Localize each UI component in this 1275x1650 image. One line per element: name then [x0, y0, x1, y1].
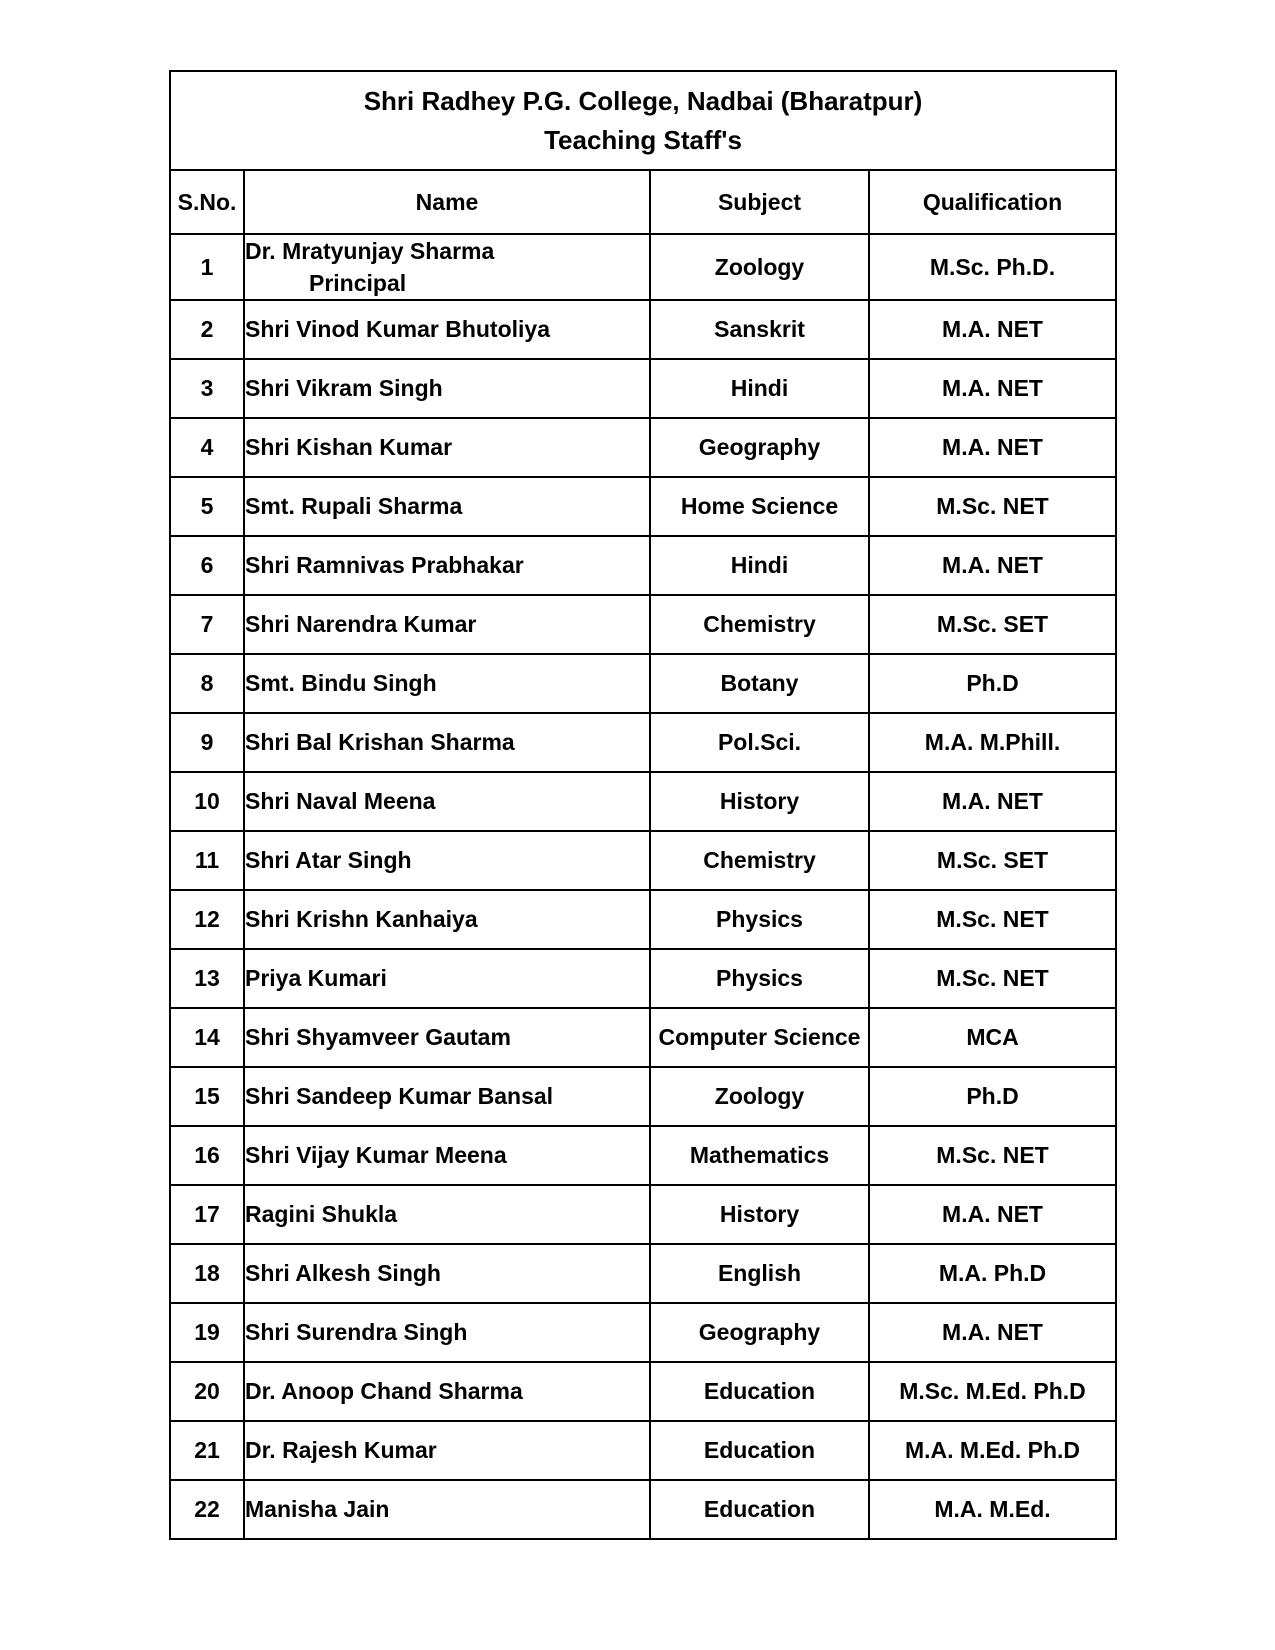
cell-subject: Education	[650, 1480, 869, 1539]
cell-qualification: M.Sc. NET	[869, 949, 1116, 1008]
cell-name	[244, 234, 650, 300]
cell-sno: 14	[170, 1008, 244, 1067]
cell-sno: 10	[170, 772, 244, 831]
cell-sno: 4	[170, 418, 244, 477]
table-row	[170, 654, 1116, 713]
column-header-qualification: Qualification	[869, 170, 1116, 234]
cell-qualification: M.Sc. NET	[869, 1126, 1116, 1185]
table-row	[170, 1244, 1116, 1303]
table-row	[170, 1185, 1116, 1244]
cell-sno: 7	[170, 595, 244, 654]
cell-qualification: M.Sc. NET	[869, 477, 1116, 536]
cell-sno: 16	[170, 1126, 244, 1185]
cell-qualification: MCA	[869, 1008, 1116, 1067]
cell-name: Shri Sandeep Kumar Bansal	[244, 1067, 650, 1126]
table-row	[170, 1067, 1116, 1126]
table-row	[170, 1008, 1116, 1067]
cell-name: Manisha Jain	[244, 1480, 650, 1539]
cell-name: Smt. Rupali Sharma	[244, 477, 650, 536]
cell-sno: 2	[170, 300, 244, 359]
cell-name: Shri Naval Meena	[244, 772, 650, 831]
list-title: Teaching Staff's	[544, 124, 742, 155]
cell-sno: 6	[170, 536, 244, 595]
cell-qualification: M.A. NET	[869, 300, 1116, 359]
staff-role: Principal	[309, 270, 407, 296]
cell-sno: 22	[170, 1480, 244, 1539]
cell-name: Shri Bal Krishan Sharma	[244, 713, 650, 772]
cell-subject: Pol.Sci.	[650, 713, 869, 772]
cell-subject: Sanskrit	[650, 300, 869, 359]
cell-subject: Computer Science	[650, 1008, 869, 1067]
cell-subject: Zoology	[650, 234, 869, 300]
cell-sno: 5	[170, 477, 244, 536]
table-row	[170, 477, 1116, 536]
cell-subject: Physics	[650, 949, 869, 1008]
cell-name: Shri Surendra Singh	[244, 1303, 650, 1362]
cell-subject: English	[650, 1244, 869, 1303]
cell-sno: 11	[170, 831, 244, 890]
cell-qualification: M.Sc. M.Ed. Ph.D	[869, 1362, 1116, 1421]
table-row	[170, 1362, 1116, 1421]
cell-sno: 20	[170, 1362, 244, 1421]
cell-subject: Hindi	[650, 536, 869, 595]
cell-sno: 18	[170, 1244, 244, 1303]
cell-qualification: M.A. NET	[869, 772, 1116, 831]
cell-sno: 19	[170, 1303, 244, 1362]
cell-subject: Education	[650, 1362, 869, 1421]
table-row	[170, 1303, 1116, 1362]
college-name: Shri Radhey P.G. College, Nadbai (Bharatpur)	[363, 85, 923, 116]
cell-subject: Zoology	[650, 1067, 869, 1126]
cell-qualification: M.A. NET	[869, 1303, 1116, 1362]
header-row	[170, 170, 1116, 234]
cell-name: Shri Alkesh Singh	[244, 1244, 650, 1303]
cell-subject: Mathematics	[650, 1126, 869, 1185]
cell-name: Shri Ramnivas Prabhakar	[244, 536, 650, 595]
table-row	[170, 1126, 1116, 1185]
cell-qualification: M.A. NET	[869, 1185, 1116, 1244]
cell-name: Ragini Shukla	[244, 1185, 650, 1244]
cell-subject: Hindi	[650, 359, 869, 418]
cell-qualification: M.A. NET	[869, 536, 1116, 595]
cell-sno: 15	[170, 1067, 244, 1126]
cell-sno: 8	[170, 654, 244, 713]
table-row	[170, 418, 1116, 477]
cell-qualification: M.A. NET	[869, 359, 1116, 418]
column-header-subject: Subject	[650, 170, 869, 234]
cell-name: Dr. Anoop Chand Sharma	[244, 1362, 650, 1421]
document-title	[170, 71, 1116, 170]
table-row	[170, 359, 1116, 418]
cell-qualification: M.A. Ph.D	[869, 1244, 1116, 1303]
table-row	[170, 713, 1116, 772]
table-row	[170, 536, 1116, 595]
cell-qualification: M.Sc. NET	[869, 890, 1116, 949]
cell-sno: 17	[170, 1185, 244, 1244]
table-row	[170, 1421, 1116, 1480]
cell-qualification: M.Sc. SET	[869, 831, 1116, 890]
cell-name: Smt. Bindu Singh	[244, 654, 650, 713]
cell-name: Shri Shyamveer Gautam	[244, 1008, 650, 1067]
staff-rows	[170, 234, 1116, 1539]
table-row	[170, 772, 1116, 831]
cell-qualification: M.A. M.Ed. Ph.D	[869, 1421, 1116, 1480]
table-row	[170, 890, 1116, 949]
cell-subject: Physics	[650, 890, 869, 949]
staff-name: Dr. Mratyunjay Sharma	[245, 238, 495, 264]
cell-subject: Geography	[650, 418, 869, 477]
cell-sno: 1	[170, 234, 244, 300]
cell-name: Shri Kishan Kumar	[244, 418, 650, 477]
cell-name: Shri Krishn Kanhaiya	[244, 890, 650, 949]
cell-sno: 12	[170, 890, 244, 949]
cell-subject: Education	[650, 1421, 869, 1480]
cell-name: Dr. Rajesh Kumar	[244, 1421, 650, 1480]
cell-qualification: Ph.D	[869, 654, 1116, 713]
cell-subject: Geography	[650, 1303, 869, 1362]
cell-name: Shri Vikram Singh	[244, 359, 650, 418]
cell-sno: 3	[170, 359, 244, 418]
table-row	[170, 949, 1116, 1008]
cell-qualification: M.A. M.Phill.	[869, 713, 1116, 772]
staff-sheet	[169, 70, 1115, 1540]
cell-name: Priya Kumari	[244, 949, 650, 1008]
title-row	[170, 71, 1116, 170]
table-row	[170, 234, 1116, 300]
cell-subject: Botany	[650, 654, 869, 713]
cell-name: Shri Atar Singh	[244, 831, 650, 890]
column-header-name: Name	[244, 170, 650, 234]
cell-subject: Chemistry	[650, 595, 869, 654]
table-row	[170, 300, 1116, 359]
table-row	[170, 831, 1116, 890]
cell-qualification: M.Sc. Ph.D.	[869, 234, 1116, 300]
cell-sno: 9	[170, 713, 244, 772]
cell-sno: 13	[170, 949, 244, 1008]
cell-subject: Chemistry	[650, 831, 869, 890]
cell-qualification: Ph.D	[869, 1067, 1116, 1126]
table-row	[170, 1480, 1116, 1539]
cell-qualification: M.A. M.Ed.	[869, 1480, 1116, 1539]
cell-sno: 21	[170, 1421, 244, 1480]
cell-qualification: M.Sc. SET	[869, 595, 1116, 654]
cell-qualification: M.A. NET	[869, 418, 1116, 477]
cell-subject: Home Science	[650, 477, 869, 536]
column-header-sno: S.No.	[170, 170, 244, 234]
table-row	[170, 595, 1116, 654]
cell-name: Shri Vinod Kumar Bhutoliya	[244, 300, 650, 359]
cell-name: Shri Vijay Kumar Meena	[244, 1126, 650, 1185]
cell-subject: History	[650, 1185, 869, 1244]
staff-table	[169, 70, 1117, 1540]
cell-subject: History	[650, 772, 869, 831]
cell-name: Shri Narendra Kumar	[244, 595, 650, 654]
